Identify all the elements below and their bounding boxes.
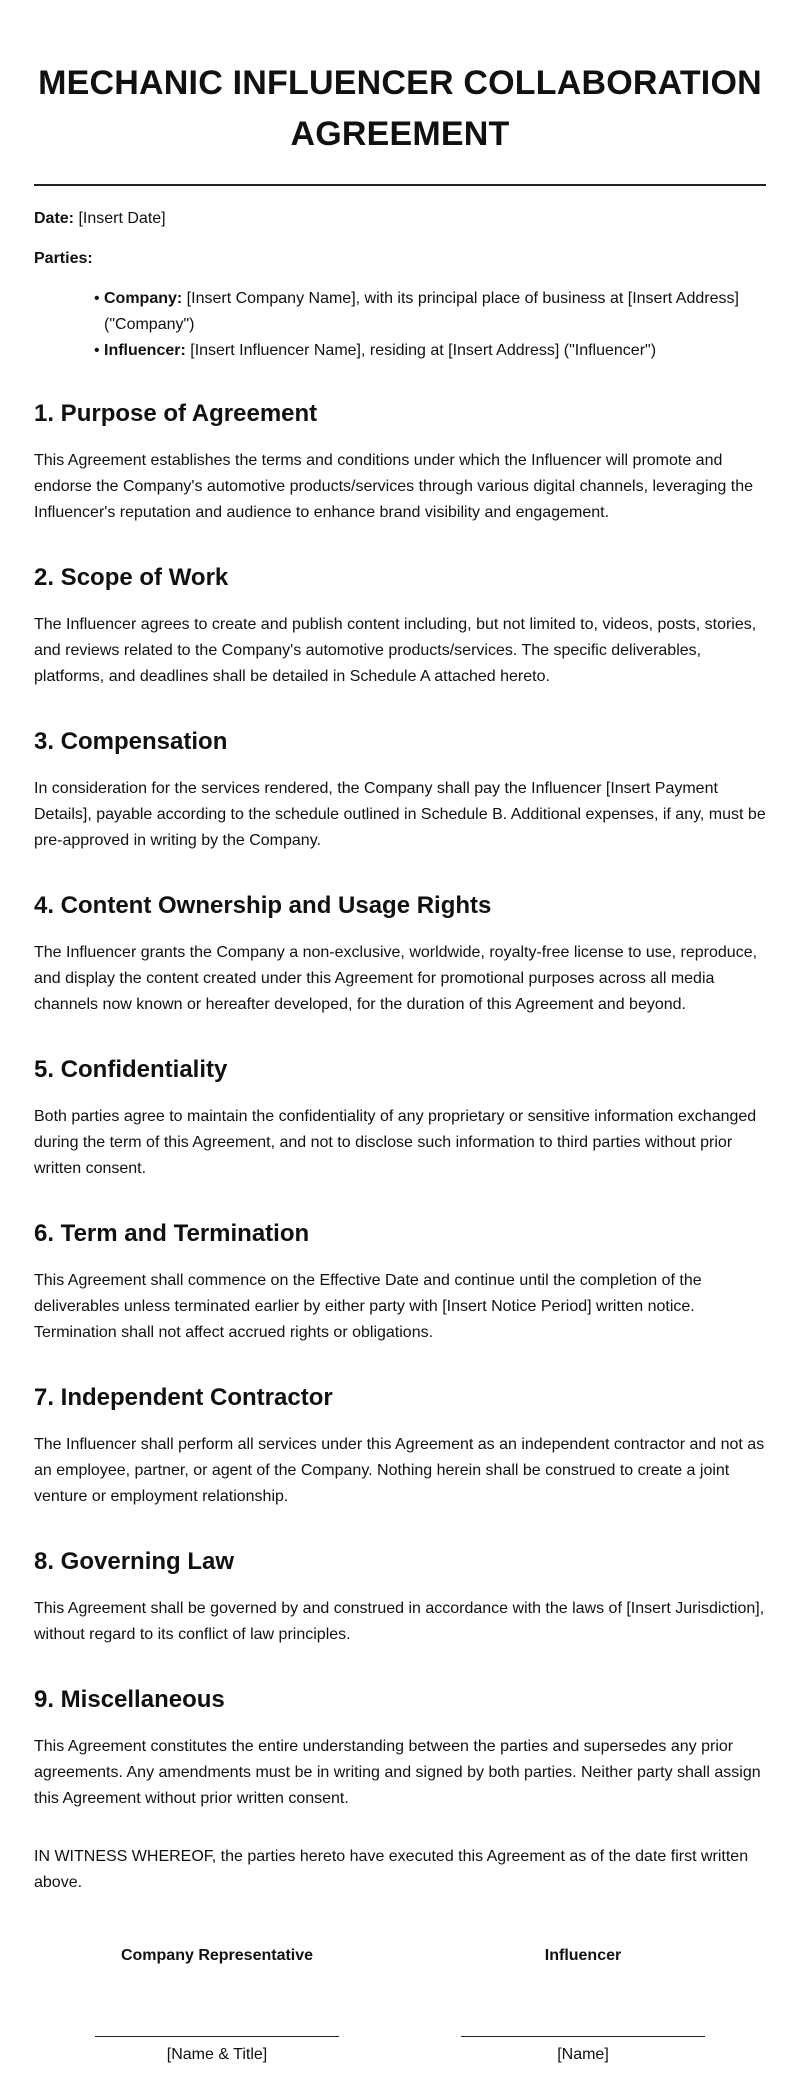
section-heading-confidentiality: 5. Confidentiality <box>34 1056 228 1083</box>
witness-clause: IN WITNESS WHEREOF, the parties hereto have executed this Agreement as of the date first written above. <box>34 1848 749 1891</box>
title-divider <box>34 184 766 186</box>
signature-block-company <box>95 1946 339 2065</box>
party-text: [Insert Company Name], with its principal place of business at [Insert Address] ("Company") <box>104 290 739 333</box>
signature-caption: [Name & Title] <box>166 2046 268 2063</box>
signature-heading: Influencer <box>544 1947 622 1964</box>
date-line <box>34 206 766 232</box>
signature-heading: Company Representative <box>120 1947 314 1964</box>
party-item-influencer <box>94 338 766 364</box>
section-heading-scope: 2. Scope of Work <box>34 564 229 591</box>
section-heading-purpose: 1. Purpose of Agreement <box>34 400 318 427</box>
section-heading-governing-law: 8. Governing Law <box>34 1548 235 1575</box>
signature-line <box>95 2036 339 2037</box>
section-body-purpose: This Agreement establishes the terms and conditions under which the Influencer will promote and endorse the Company's automotive products/services through various digital channels, leveraging the Influencer's reputation and audience to enhance brand visibility and engagement. <box>34 452 754 521</box>
section-heading-compensation: 3. Compensation <box>34 728 228 755</box>
document-title: MECHANIC INFLUENCER COLLABORATION AGREEMENT <box>38 64 762 153</box>
parties-label: Parties: <box>34 250 93 267</box>
section-heading-term: 6. Term and Termination <box>34 1220 310 1247</box>
section-body-governing-law: This Agreement shall be governed by and construed in accordance with the laws of [Insert Jurisdiction], without regard to its conflict of law principles. <box>34 1600 765 1643</box>
section-body-contractor: The Influencer shall perform all services under this Agreement as an independent contractor and not as an employee, partner, or agent of the Company. Nothing herein shall be construed to create a joint venture or employment relationship. <box>34 1436 765 1505</box>
party-text: [Insert Influencer Name], residing at [Insert Address] ("Influencer") <box>185 342 657 359</box>
section-heading-contractor: 7. Independent Contractor <box>34 1384 333 1411</box>
parties-list <box>34 286 766 364</box>
party-role: Company: <box>104 290 183 307</box>
date-value: [Insert Date] <box>74 210 166 227</box>
signature-caption: [Name] <box>557 2046 609 2063</box>
party-role: Influencer: <box>104 342 186 359</box>
party-item-company <box>94 286 766 338</box>
section-heading-miscellaneous: 9. Miscellaneous <box>34 1686 225 1713</box>
section-body-compensation: In consideration for the services rendered, the Company shall pay the Influencer [Insert Payment Details], payable according to the schedule outlined in Schedule B. Additional expenses, if any, must be pre-approved in writing by the Company. <box>34 780 766 849</box>
section-body-miscellaneous: This Agreement constitutes the entire understanding between the parties and supersedes any prior agreements. Any amendments must be in writing and signed by both parties. Neither party shall assign this Agreement without prior written consent. <box>34 1738 761 1807</box>
date-label: Date: <box>34 210 75 227</box>
section-body-ownership: The Influencer grants the Company a non-exclusive, worldwide, royalty-free license to use, reproduce, and display the content created under this Agreement for promotional purposes across all media channels now known or hereafter developed, for the duration of this Agreement and beyond. <box>34 944 758 1013</box>
signature-block-influencer <box>461 1946 705 2065</box>
section-body-confidentiality: Both parties agree to maintain the confidentiality of any proprietary or sensitive information exchanged during the term of this Agreement, and not to disclose such information to third parties without prior written consent. <box>34 1108 757 1177</box>
section-body-term: This Agreement shall commence on the Effective Date and continue until the completion of the deliverables unless terminated earlier by either party with [Insert Notice Period] written notice. Termination shall not affect accrued rights or obligations. <box>34 1272 702 1341</box>
section-heading-ownership: 4. Content Ownership and Usage Rights <box>34 892 492 919</box>
section-body-scope: The Influencer agrees to create and publish content including, but not limited to, videos, posts, stories, and reviews related to the Company's automotive products/services. The specific deliverables, platforms, and deadlines shall be detailed in Schedule A attached hereto. <box>34 616 757 685</box>
signature-section <box>34 1946 766 2065</box>
signature-line <box>461 2036 705 2037</box>
